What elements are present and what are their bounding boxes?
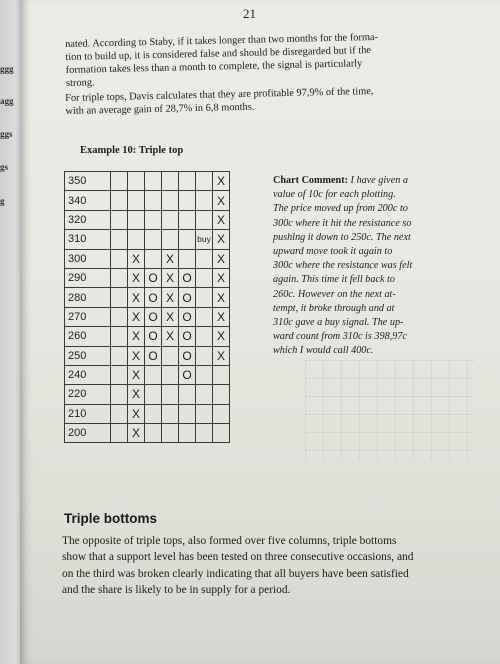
pf-empty-cell xyxy=(111,307,128,326)
pf-x-mark: X xyxy=(162,268,179,287)
pf-empty-cell xyxy=(145,365,162,384)
pf-empty-cell xyxy=(111,385,128,404)
pf-empty-cell xyxy=(213,424,230,443)
text-line: strong. xyxy=(65,77,95,89)
margin-fragment: gs xyxy=(0,162,9,172)
comment-line: value of 10c for each plotting. xyxy=(273,189,396,201)
pf-x-mark: X xyxy=(128,307,145,326)
pf-x-mark: X xyxy=(128,404,145,423)
pf-empty-cell xyxy=(196,404,213,423)
pf-empty-cell xyxy=(162,404,179,423)
pf-x-mark: X xyxy=(213,268,230,287)
pf-x-mark: X xyxy=(213,172,230,191)
pf-empty-cell xyxy=(213,385,230,404)
page-number: 21 xyxy=(243,6,256,21)
pf-price-label: 220 xyxy=(65,385,111,404)
pf-o-mark: O xyxy=(145,327,162,346)
pf-empty-cell xyxy=(145,210,162,229)
pf-price-label: 350 xyxy=(65,172,111,191)
pf-empty-cell xyxy=(213,365,230,384)
pf-empty-cell xyxy=(196,385,213,404)
text-line: The opposite of triple tops, also formed over five columns, triple bottoms xyxy=(62,535,397,547)
pf-x-mark: X xyxy=(128,268,145,287)
pf-empty-cell xyxy=(111,365,128,384)
pf-row xyxy=(65,191,230,210)
comment-line: 300c where the resistance was felt xyxy=(273,260,413,272)
paragraph-formation-timing xyxy=(65,30,418,90)
section-heading-triple-bottoms: Triple bottoms xyxy=(64,511,158,526)
comment-line: again. This time it fell back to xyxy=(273,274,395,286)
pf-x-mark: X xyxy=(128,249,145,268)
pf-empty-cell xyxy=(111,210,128,229)
pf-signal-label: buy xyxy=(196,230,213,249)
pf-empty-cell xyxy=(179,424,196,443)
pf-price-label: 210 xyxy=(65,404,111,423)
comment-line: 310c gave a buy signal. The up- xyxy=(273,317,404,329)
pf-empty-cell xyxy=(111,346,128,365)
pf-empty-cell xyxy=(145,404,162,423)
pf-row xyxy=(65,424,230,443)
pf-empty-cell xyxy=(179,172,196,191)
pf-x-mark: X xyxy=(213,307,230,326)
pf-row xyxy=(65,327,230,346)
pf-o-mark: O xyxy=(179,365,196,384)
text-line: For triple tops, Davis calculates that they are profitable 97,9% of the time, xyxy=(65,86,374,104)
pf-empty-cell xyxy=(162,230,179,249)
pf-price-label: 200 xyxy=(65,424,111,443)
pf-empty-cell xyxy=(145,385,162,404)
pf-price-label: 270 xyxy=(65,307,111,326)
comment-first-line xyxy=(273,174,443,188)
pf-x-mark: X xyxy=(128,288,145,307)
pf-empty-cell xyxy=(179,385,196,404)
pf-price-label: 320 xyxy=(65,210,111,229)
pf-empty-cell xyxy=(162,385,179,404)
pf-empty-cell xyxy=(162,424,179,443)
margin-fragment: g xyxy=(0,196,5,206)
comment-text: I have given a xyxy=(347,175,408,186)
pf-o-mark: O xyxy=(145,346,162,365)
pf-x-mark: X xyxy=(162,307,179,326)
text-line: on the third was broken clearly indicating that all buyers have been satisfied xyxy=(62,567,409,580)
pf-row xyxy=(65,288,230,307)
pf-row xyxy=(65,307,230,326)
pf-row xyxy=(65,172,230,191)
paragraph-triple-bottoms xyxy=(62,533,472,599)
comment-line: pushing it down to 250c. The next xyxy=(273,231,411,243)
pf-empty-cell xyxy=(196,365,213,384)
pf-x-mark: X xyxy=(128,327,145,346)
chart-comment xyxy=(273,174,443,359)
pf-empty-cell xyxy=(196,424,213,443)
pf-empty-cell xyxy=(145,191,162,210)
pf-price-label: 290 xyxy=(65,268,111,287)
pf-empty-cell xyxy=(196,346,213,365)
pf-x-mark: X xyxy=(128,424,145,443)
pf-row xyxy=(65,346,230,365)
pf-x-mark: X xyxy=(162,288,179,307)
pf-o-mark: O xyxy=(179,327,196,346)
pf-x-mark: X xyxy=(213,210,230,229)
pf-o-mark: O xyxy=(179,268,196,287)
pf-empty-cell xyxy=(111,424,128,443)
pf-empty-cell xyxy=(162,346,179,365)
margin-fragment: agg xyxy=(0,96,14,106)
pf-x-mark: X xyxy=(128,346,145,365)
previous-page-edge xyxy=(0,0,22,664)
pf-x-mark: X xyxy=(213,191,230,210)
pf-o-mark: O xyxy=(145,268,162,287)
pf-price-label: 240 xyxy=(65,365,111,384)
comment-line: tempt, it broke through and at xyxy=(273,302,395,314)
pf-empty-cell xyxy=(179,210,196,229)
pf-x-mark: X xyxy=(213,327,230,346)
pf-x-mark: X xyxy=(128,385,145,404)
margin-fragment: ggg xyxy=(0,64,14,74)
pf-empty-cell xyxy=(179,249,196,268)
pf-empty-cell xyxy=(196,327,213,346)
pf-empty-cell xyxy=(145,249,162,268)
pf-empty-cell xyxy=(196,307,213,326)
pf-price-label: 280 xyxy=(65,288,111,307)
pf-price-label: 250 xyxy=(65,346,111,365)
margin-fragment: ggs xyxy=(0,129,13,139)
pf-price-label: 310 xyxy=(65,230,111,249)
pf-x-mark: X xyxy=(213,249,230,268)
pf-empty-cell xyxy=(111,288,128,307)
pf-empty-cell xyxy=(196,288,213,307)
pf-empty-cell xyxy=(162,365,179,384)
pf-empty-cell xyxy=(111,404,128,423)
pf-empty-cell xyxy=(145,230,162,249)
pf-empty-cell xyxy=(196,191,213,210)
pf-empty-cell xyxy=(145,172,162,191)
comment-label: Chart Comment: xyxy=(273,175,348,186)
pf-chart-body xyxy=(65,172,230,443)
pf-empty-cell xyxy=(111,268,128,287)
pf-x-mark: X xyxy=(213,346,230,365)
comment-line: 300c where it hit the resistance so xyxy=(273,217,412,229)
pf-o-mark: O xyxy=(179,346,196,365)
pf-empty-cell xyxy=(162,210,179,229)
comment-line: which I would call 400c. xyxy=(273,345,374,357)
pf-row xyxy=(65,268,230,287)
text-line: show that a support level has been tested on three consecutive occasions, and xyxy=(62,551,414,564)
pf-empty-cell xyxy=(145,424,162,443)
pf-empty-cell xyxy=(128,172,145,191)
pf-empty-cell xyxy=(179,191,196,210)
pf-x-mark: X xyxy=(162,249,179,268)
pf-empty-cell xyxy=(128,191,145,210)
pf-price-label: 300 xyxy=(65,249,111,268)
pf-o-mark: O xyxy=(179,288,196,307)
pf-o-mark: O xyxy=(145,288,162,307)
pf-empty-cell xyxy=(111,230,128,249)
pf-o-mark: O xyxy=(145,307,162,326)
pf-row xyxy=(65,210,230,229)
pf-row xyxy=(65,365,230,384)
pf-empty-cell xyxy=(111,172,128,191)
pf-empty-cell xyxy=(179,404,196,423)
pf-price-label: 340 xyxy=(65,191,111,210)
pf-x-mark: X xyxy=(213,288,230,307)
pf-empty-cell xyxy=(162,191,179,210)
text-line: nated. According to Staby, if it takes longer than two months for the forma- xyxy=(65,31,379,50)
pf-empty-cell xyxy=(196,210,213,229)
pf-empty-cell xyxy=(111,191,128,210)
pf-empty-cell xyxy=(196,249,213,268)
text-line: and the share is likely to be in supply for a period. xyxy=(62,584,291,597)
text-line: with an average gain of 28,7% in 6,8 months. xyxy=(65,101,255,117)
pf-empty-cell xyxy=(196,268,213,287)
point-and-figure-chart xyxy=(64,171,230,443)
pf-price-label: 260 xyxy=(65,327,111,346)
pf-empty-cell xyxy=(213,404,230,423)
pf-empty-cell xyxy=(111,327,128,346)
example-title: Example 10: Triple top xyxy=(80,145,184,156)
pf-x-mark: X xyxy=(213,230,230,249)
pf-row xyxy=(65,404,230,423)
comment-line: 260c. However on the next at- xyxy=(273,288,396,300)
pf-row xyxy=(65,249,230,268)
pf-x-mark: X xyxy=(162,327,179,346)
pf-empty-cell xyxy=(128,230,145,249)
pf-empty-cell xyxy=(162,172,179,191)
pf-empty-cell xyxy=(111,249,128,268)
pf-x-mark: X xyxy=(128,365,145,384)
text-line: formation takes less than a month to complete, the signal is particularly xyxy=(65,58,363,76)
comment-line: ward count from 310c is 398,97c xyxy=(273,331,407,343)
pf-row xyxy=(65,230,230,249)
show-through-grid xyxy=(305,360,475,460)
comment-line: upward move took it again to xyxy=(273,246,393,258)
pf-empty-cell xyxy=(128,210,145,229)
pf-empty-cell xyxy=(179,230,196,249)
pf-o-mark: O xyxy=(179,307,196,326)
text-line: tion to build up, it is considered false and should be disregarded but if the xyxy=(65,45,372,63)
pf-row xyxy=(65,385,230,404)
pf-empty-cell xyxy=(196,172,213,191)
comment-line: The price moved up from 200c to xyxy=(273,203,408,215)
